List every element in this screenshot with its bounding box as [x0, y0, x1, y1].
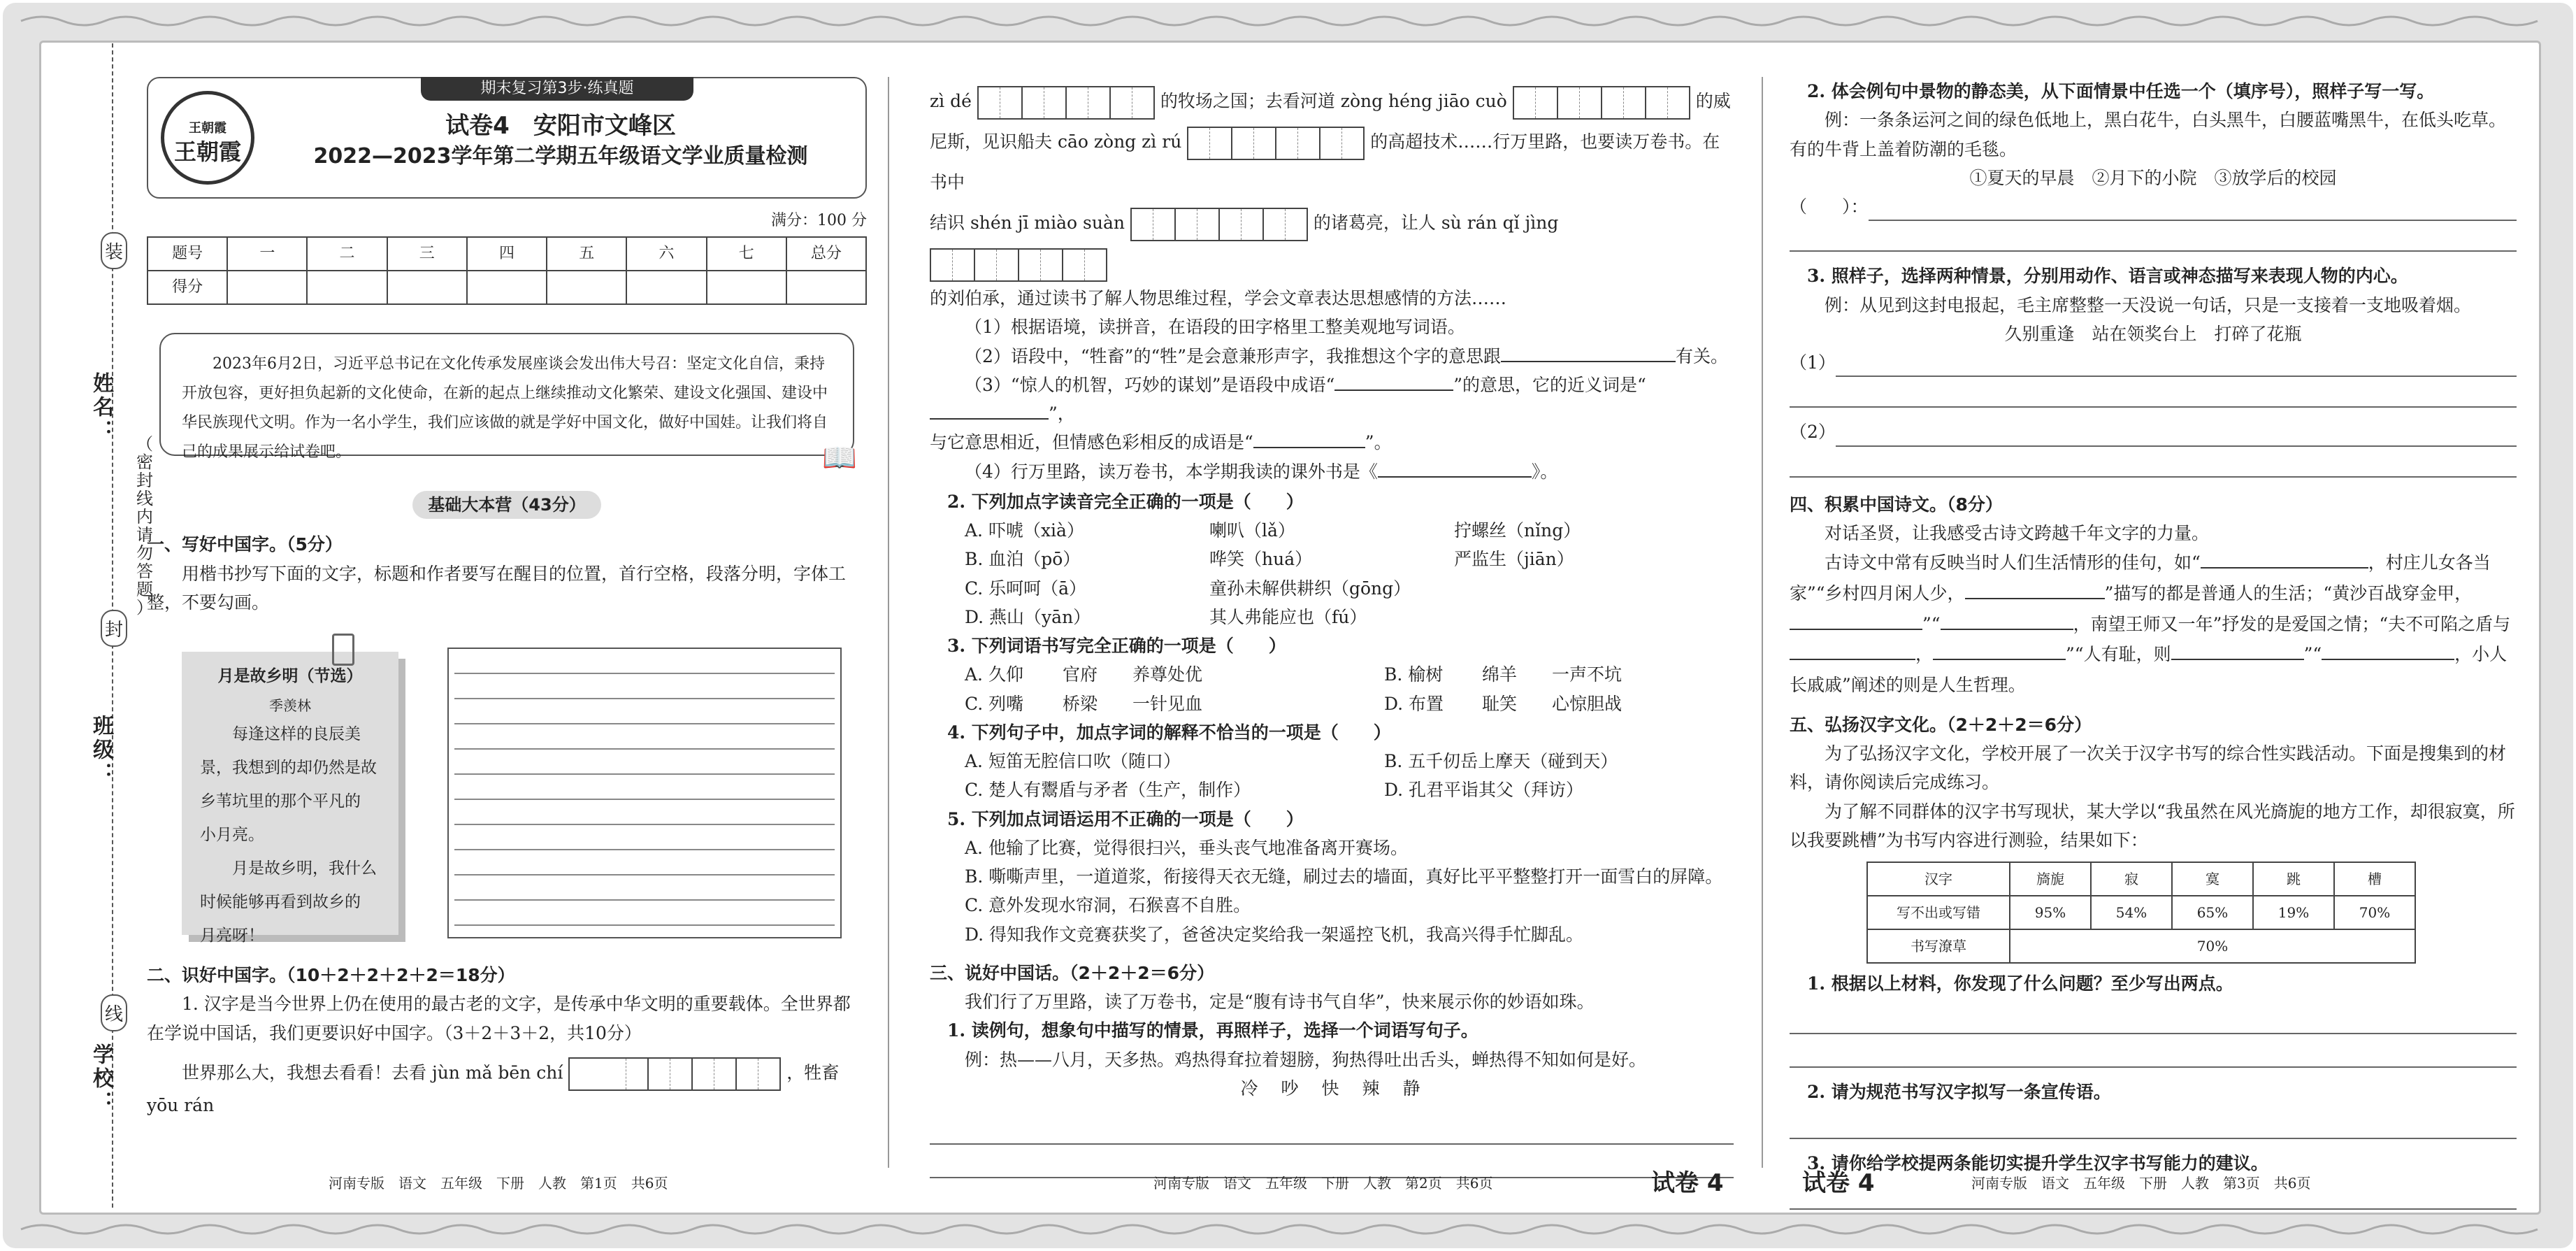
paper-tag-right: 试卷 4: [1651, 1169, 1724, 1197]
paragraph-end: 的刘伯承，通过读书了解人物思维过程，学会文章表达思想感情的方法……: [930, 288, 1507, 308]
intro-text: 2023年6月2日，习近平总书记在文化传承发展座谈会发出伟大号召：坚定文化自信，秉持开放包容，更好担负起新的文化使命，在新的起点上继续推动文化繁荣、建设文化强国、建设中华民族现代文明。作为一名小学生，我们应该做的就是学好中国文化，做好中国娃。让我们将自己的成果展示给试卷吧。: [182, 355, 828, 462]
option-row: [965, 775, 1734, 804]
sub-q3-text: 与它意思相近，但情感色彩相反的成语是“: [930, 432, 1253, 453]
answer-blank[interactable]: [2201, 552, 2368, 569]
answer-blank[interactable]: [1941, 613, 2073, 630]
answer-blank[interactable]: [1253, 431, 1365, 448]
score-cell: 一: [227, 237, 307, 271]
poem-card: [182, 652, 398, 945]
seal-xian: 线: [101, 994, 127, 1031]
column-divider: [1762, 77, 1763, 1168]
writing-line: [454, 750, 835, 775]
option[interactable]: D. 布置: [1384, 693, 1444, 714]
tian-grid-4[interactable]: [977, 86, 1155, 120]
pinyin-text: 结识 shén jī miào suàn: [930, 213, 1125, 233]
q2-pinyin-line: [147, 1057, 867, 1120]
section-5-survey: 为了解不同群体的汉字书写现状，某大学以“我虽然在风光旖旎的地方工作，却很寂寞，所以我要跳槽”为书写内容进行测验，结果如下：: [1790, 801, 2515, 850]
answer-blank[interactable]: [930, 403, 1049, 420]
pinyin-text: 的诸葛亮，让人 sù rán qǐ jìng: [1313, 213, 1559, 233]
footer-page-2: 河南专版 语文 五年级 下册 人教 第2页 共6页: [1153, 1175, 1493, 1192]
option[interactable]: 拧螺丝（nǐng）: [1454, 520, 1581, 541]
poem-line: 小月亮。: [200, 826, 264, 845]
option[interactable]: 其人弗能应也（fú）: [1209, 606, 1367, 627]
sub-q3: [930, 371, 1734, 429]
q2-text-b: ，牲畜 yōu rán: [147, 1062, 840, 1115]
sub-q3-text: ”的意思，它的近义词是“: [1453, 374, 1646, 395]
brand-logo: [161, 91, 254, 185]
section-3-intro: 我们行了万里路，读了万卷书，定是“腹有诗书气自华”，快来展示你的妙语如珠。: [965, 992, 1595, 1012]
mc-q5-title: 5. 下列加点词语运用不正确的一项是（ ）: [947, 808, 1304, 829]
score-input-cell[interactable]: [707, 271, 786, 304]
option[interactable]: C. 楚人有鬻盾与矛者（生产，制作）: [965, 780, 1251, 801]
poetry-text: ”描写的都是普通人的生活；“黄沙百战穿金甲，: [2104, 582, 2473, 603]
writing-line: [454, 699, 835, 724]
tian-grid-4[interactable]: [568, 1057, 781, 1091]
pinyin-line-2: [930, 122, 1734, 203]
s3-q2-answer-prefix: （ ）：: [1790, 196, 1869, 217]
table-cell: 19%: [2253, 896, 2334, 929]
writing-line: [454, 800, 835, 825]
answer-blank[interactable]: [1790, 613, 1922, 630]
table-row: [1867, 896, 2415, 929]
pinyin-line-1: [930, 81, 1734, 122]
intro-box: [159, 333, 857, 475]
option-row: [965, 660, 1734, 689]
option[interactable]: B. 嘶嘶声里，一道道浆，衔接得天衣无缝，刷过去的墙面，真好比平平整整打开一面雪白的屏障。: [965, 866, 1723, 887]
s5-q1: 1. 根据以上材料，你发现了什么问题？至少写出两点。: [1807, 973, 2233, 994]
answer-line[interactable]: [1836, 423, 2517, 447]
answer-blank[interactable]: [2322, 643, 2454, 660]
tian-grid-4[interactable]: [930, 248, 1107, 282]
poetry-text: ，小人长戚戚”阐述的则是人生哲理。: [1790, 644, 2507, 695]
answer-line[interactable]: [1790, 1010, 2517, 1034]
q1-text: 用楷书抄写下面的文字，标题和作者要写在醒目的位置，首行空格，段落分明，字体工整，不要勾画。: [147, 563, 847, 613]
tian-grid-4[interactable]: [1130, 208, 1308, 241]
poem-author: 季羡林: [269, 697, 311, 715]
mc-q2-title: 2. 下列加点字读音完全正确的一项是（ ）: [947, 491, 1304, 512]
section-3-q1: 1. 读例句，想象句中描写的情景，再照样子，选择一个词语写句子。: [947, 1020, 1478, 1041]
sub-q2: [930, 342, 1734, 371]
table-cell: 54%: [2091, 896, 2172, 929]
writing-line: [454, 825, 835, 850]
option[interactable]: A. 短笛无腔信口吹（随口）: [965, 751, 1181, 771]
writing-line: [454, 649, 835, 674]
section-5-title: 五、弘扬汉字文化。（2＋2＋2＝6分）: [1790, 714, 2092, 735]
table-cell: 寂: [2091, 862, 2172, 896]
pinyin-text: zì dé: [930, 91, 972, 111]
step-tag: 期末复习第3步·练真题: [421, 77, 693, 101]
mc-q3-options: [930, 660, 1734, 718]
paper-clip-icon: [332, 634, 354, 666]
option[interactable]: A. 久仰: [965, 664, 1023, 685]
sub-q2-text: （2）语段中，“牲畜”的“牲”是会意兼形声字，我推想这个字的意思跟: [965, 345, 1502, 366]
option: 官府: [1063, 664, 1098, 685]
score-table-score-row: [147, 271, 866, 304]
table-row: [1867, 862, 2415, 896]
option-row: [965, 545, 1734, 573]
section-3-word-choices: 冷 吵 快 辣 静: [1240, 1078, 1423, 1099]
logo-top-text: 王朝霞: [189, 121, 226, 136]
binding-strip: [39, 43, 153, 1208]
name-label: 姓名：: [89, 372, 113, 443]
score-input-cell[interactable]: [786, 271, 866, 304]
option[interactable]: 严监生（jiān）: [1454, 549, 1574, 570]
poem-area: [147, 634, 867, 948]
section-4-intro: 对话圣贤，让我感受古诗文跨越千年文字的力量。: [1825, 522, 2210, 543]
school-label: 学校：: [89, 1043, 113, 1115]
section-4-title: 四、积累中国诗文。（8分）: [1790, 494, 2003, 515]
score-table: [147, 236, 867, 305]
poem-line: 每逢这样的良辰美: [232, 725, 361, 744]
score-input-cell[interactable]: [626, 271, 706, 304]
mc-q4-title: 4. 下列句子中，加点字词的解释不恰当的一项是（ ）: [947, 722, 1391, 743]
option[interactable]: D. 燕山（yān）: [965, 606, 1091, 627]
section-4-fill: [1790, 548, 2517, 701]
mc-q2-options: [930, 516, 1734, 631]
answer-line[interactable]: [1869, 197, 2517, 221]
full-score: 满分：100 分: [771, 212, 867, 229]
sub-q3-cont: [930, 428, 1734, 457]
score-cell: 二: [307, 237, 387, 271]
poem-line: 月亮呀！: [200, 927, 264, 945]
poem-title: 月是故乡明（节选）: [217, 667, 363, 686]
poetry-text: ”“: [1922, 613, 1941, 634]
logo-main-text: 王朝霞: [173, 138, 241, 165]
table-cell: 70%: [2010, 929, 2415, 963]
answer-blank[interactable]: [1965, 582, 2105, 599]
tian-grid-4[interactable]: [1513, 86, 1690, 120]
answer-line[interactable]: [1790, 228, 2517, 252]
sub-q4-text: （4）行万里路，读万卷书，本学期我读的课外书是《: [965, 461, 1378, 482]
poem-line: 月是故乡明，我什么: [232, 859, 377, 878]
writing-line: [454, 775, 835, 800]
s3-q2-example: 例：一条条运河之间的绿色低地上，黑白花牛，白头黑牛，白腰蓝嘴黑牛，在低头吃草。有的牛背上盖着防潮的毛毯。: [1790, 110, 2507, 159]
pinyin-text: 尼斯，见识船夫 cāo zòng zì rú: [930, 131, 1182, 152]
s3-q3-answer-row-1: [1790, 348, 2517, 377]
writing-line: [454, 875, 835, 901]
column-1: [147, 77, 867, 1120]
option-row: [965, 574, 1734, 603]
seal-zhuang: 装: [101, 232, 127, 269]
option[interactable]: B. 血泊（pō）: [965, 549, 1081, 570]
writing-line: [454, 850, 835, 875]
s3-q3-scenes: 久别重逢 站在领奖台上 打碎了花瓶: [2004, 323, 2302, 344]
score-cell: 四: [467, 237, 547, 271]
score-input-cell[interactable]: [387, 271, 467, 304]
poem-line: 时候能够再看到故乡的: [200, 893, 361, 912]
option: 养尊处优: [1132, 664, 1203, 685]
table-cell: 旖旎: [2010, 862, 2091, 896]
answer-label: （2）: [1790, 422, 1836, 443]
s5-q2: 2. 请为规范书写汉字拟写一条宣传语。: [1807, 1082, 2111, 1103]
writing-line: [454, 724, 835, 750]
option[interactable]: C. 意外发现水帘洞，石猴喜不自胜。: [965, 895, 1251, 916]
option-row: [965, 689, 1734, 718]
footer-page-1: 河南专版 语文 五年级 下册 人教 第1页 共6页: [329, 1175, 668, 1192]
s3-q2-title: 2. 体会例句中景物的静态美，从下面情景中任选一个（填序号），照样子写一写。: [1807, 81, 2435, 101]
footer-page-3: 河南专版 语文 五年级 下册 人教 第3页 共6页: [1971, 1175, 2311, 1192]
poetry-text: 古诗文中常有反映当时人们生活情形的佳句，如“: [1825, 552, 2201, 573]
option[interactable]: 童孙未解供耕织（gōng）: [1209, 578, 1411, 599]
section-5-intro: 为了弘扬汉字文化，学校开展了一次关于汉字书写的综合性实践活动。下面是搜集到的材料，请你阅读后完成练习。: [1790, 743, 2507, 793]
score-table-header-row: [147, 237, 866, 271]
answer-blank[interactable]: [1933, 643, 2066, 660]
answer-blank[interactable]: [1501, 345, 1676, 362]
answer-line[interactable]: [1790, 454, 2517, 478]
answer-blank[interactable]: [2171, 643, 2304, 660]
sub-q3-text: ”。: [1365, 432, 1392, 453]
option-row: [965, 747, 1734, 775]
option: 桥梁: [1063, 693, 1098, 714]
pinyin-text: 的威: [1695, 91, 1731, 111]
option[interactable]: 哗笑（huá）: [1209, 549, 1313, 570]
option: 一针见血: [1132, 693, 1203, 714]
option[interactable]: D. 孔君平诣其父（拜访）: [1384, 780, 1584, 801]
option: 心惊胆战: [1552, 693, 1622, 714]
sub-q2-end: 有关。: [1676, 345, 1729, 366]
table-cell: 寞: [2172, 862, 2253, 896]
poetry-text: ，村庄儿女各当家”“乡村四月闲人少，: [1790, 552, 2491, 603]
answer-blank[interactable]: [1334, 374, 1453, 391]
s3-q2-answer-row: [1790, 192, 2517, 221]
sub-q3-text: （3）“惊人的机智，巧妙的谋划”是语段中成语“: [965, 374, 1335, 395]
table-cell: 70%: [2334, 896, 2415, 929]
option[interactable]: C. 列嘴: [965, 693, 1024, 714]
score-cell: 七: [707, 237, 786, 271]
table-cell: 汉字: [1867, 862, 2010, 896]
s5-q3: 3. 请你给学校提两条能切实提升学生汉字书写能力的建议。: [1807, 1152, 2268, 1173]
sub-q4-text: 》。: [1531, 461, 1558, 482]
paper-tag-left: 试卷 4: [1802, 1169, 1875, 1197]
paper-title: [253, 110, 868, 172]
score-cell: 六: [626, 237, 706, 271]
answer-label: （1）: [1790, 352, 1836, 373]
mc-q3-title: 3. 下列词语书写完全正确的一项是（ ）: [947, 636, 1286, 656]
table-row: [1867, 929, 2415, 963]
s3-q3-answer-row-2: [1790, 417, 2517, 446]
poetry-text: ，: [1915, 644, 1934, 665]
s3-q3-title: 3. 照样子，选择两种情景，分别用动作、语言或神态描写来表现人物的内心。: [1807, 266, 2408, 287]
sub-q3-text: ”，: [1049, 403, 1075, 424]
mc-q4-options: [930, 747, 1734, 805]
title-line-2: 2022—2023学年第二学期五年级语文学业质量检测: [313, 144, 808, 169]
copy-writing-box[interactable]: [447, 648, 842, 938]
pinyin-text: 的牧场之国；去看河道 zòng héng jiāo cuò: [1160, 91, 1507, 111]
binding-note: （ 密 封 线 内 请 勿 答 题 ）: [136, 434, 153, 617]
column-2: [930, 81, 1734, 1188]
option[interactable]: C. 乐呵呵（ā）: [965, 578, 1087, 599]
column-divider: [888, 77, 889, 1168]
q2-title: 二、识好中国字。（10＋2＋2＋2＋2＝18分）: [147, 965, 515, 986]
poem-line: 景，我想到的却仍然是故: [200, 759, 377, 778]
writing-line: [454, 901, 835, 926]
q2-text-a: 世界那么大，我想去看看！去看 jùn mǎ bēn chí: [182, 1062, 563, 1083]
section-3-example: 例：热——八月，天多热。鸡热得耷拉着翅膀，狗热得吐出舌头，蝉热得不知如何是好。: [965, 1049, 1647, 1070]
option[interactable]: B. 五千仞岳上摩天（碰到天）: [1384, 751, 1618, 771]
q1-title: 一、写好中国字。（5分）: [147, 534, 343, 555]
score-cell: 得分: [147, 271, 227, 304]
poetry-text: ”“: [2303, 644, 2322, 665]
score-cell: 三: [387, 237, 467, 271]
section-pill: 基础大本营（43分）: [412, 491, 601, 519]
score-input-cell[interactable]: [307, 271, 387, 304]
poem-line: 乡苇坑里的那个平凡的: [200, 792, 361, 811]
answer-line[interactable]: [1790, 1115, 2517, 1139]
option: 绵羊: [1482, 664, 1518, 685]
answer-line[interactable]: [1790, 1044, 2517, 1068]
sub-q1: （1）根据语境，读拼音，在语段的田字格里工整美观地写词语。: [965, 317, 1465, 338]
answer-blank[interactable]: [1378, 461, 1532, 478]
option[interactable]: D. 得知我作文竞赛获奖了，爸爸决定奖给我一架遥控飞机，我高兴得手忙脚乱。: [965, 924, 1584, 945]
mc-q5-options: [930, 834, 1734, 949]
poetry-text: ”“人有耻，则: [2066, 644, 2171, 665]
score-input-cell[interactable]: [467, 271, 547, 304]
table-cell: 跳: [2253, 862, 2334, 896]
table-cell: 写不出或写错: [1867, 896, 2010, 929]
survey-table: [1866, 862, 2416, 964]
paper-header: [147, 77, 867, 199]
s3-q2-scenes: ①夏天的早晨 ②月下的小院 ③放学后的校园: [1969, 167, 2337, 188]
pinyin-line-3: [930, 203, 1734, 284]
sub-q4: [930, 457, 1734, 486]
tian-grid-4[interactable]: [1187, 127, 1365, 160]
score-input-cell[interactable]: [547, 271, 626, 304]
score-cell: 五: [547, 237, 626, 271]
answer-blank[interactable]: [1790, 643, 1915, 660]
option-row: [965, 516, 1734, 545]
s3-q3-example: 例：从见到这封电报起，毛主席整整一天没说一句话，只是一支接着一支地吸着烟。: [1825, 294, 2472, 315]
table-cell: 书写潦草: [1867, 929, 2010, 963]
table-cell: 65%: [2172, 896, 2253, 929]
option-row: [965, 603, 1734, 631]
option: 一声不坑: [1552, 664, 1622, 685]
reading-kids-icon: 📖: [822, 442, 857, 475]
option[interactable]: 喇叭（lǎ）: [1209, 520, 1295, 541]
table-cell: 95%: [2010, 896, 2091, 929]
option[interactable]: B. 榆树: [1384, 664, 1444, 685]
answer-line[interactable]: [1836, 353, 2517, 377]
option: 耻笑: [1482, 693, 1518, 714]
section-3-title: 三、说好中国话。（2＋2＋2＝6分）: [930, 962, 1215, 983]
answer-line[interactable]: [930, 1121, 1734, 1145]
score-cell: 题号: [147, 237, 227, 271]
pinyin-text: 的高超技术……行万里路，也要读万卷书。在书中: [930, 131, 1720, 192]
score-input-cell[interactable]: [227, 271, 307, 304]
column-3: [1790, 77, 2517, 1220]
title-line-1: 试卷4 安阳市文峰区: [445, 112, 676, 140]
table-cell: 槽: [2334, 862, 2415, 896]
writing-line: [454, 674, 835, 699]
class-label: 班级：: [89, 715, 113, 786]
option[interactable]: A. 吓唬（xià）: [965, 520, 1084, 541]
pinyin-paragraph: [930, 81, 1734, 284]
poetry-text: ，南望王师又一年”抒发的是爱国之情；“夫不可陷之盾与: [2073, 613, 2511, 634]
seal-feng: 封: [101, 610, 127, 647]
score-cell: 总分: [786, 237, 866, 271]
option[interactable]: A. 他输了比赛，觉得很扫兴，垂头丧气地准备离开赛场。: [965, 837, 1408, 858]
answer-line[interactable]: [1790, 384, 2517, 408]
q2-intro: 1. 汉字是当今世界上仍在使用的最古老的文字，是传承中华文明的重要载体。全世界都在学说中国话，我们更要识好中国字。（3＋2＋3＋2，共10分）: [147, 994, 851, 1043]
